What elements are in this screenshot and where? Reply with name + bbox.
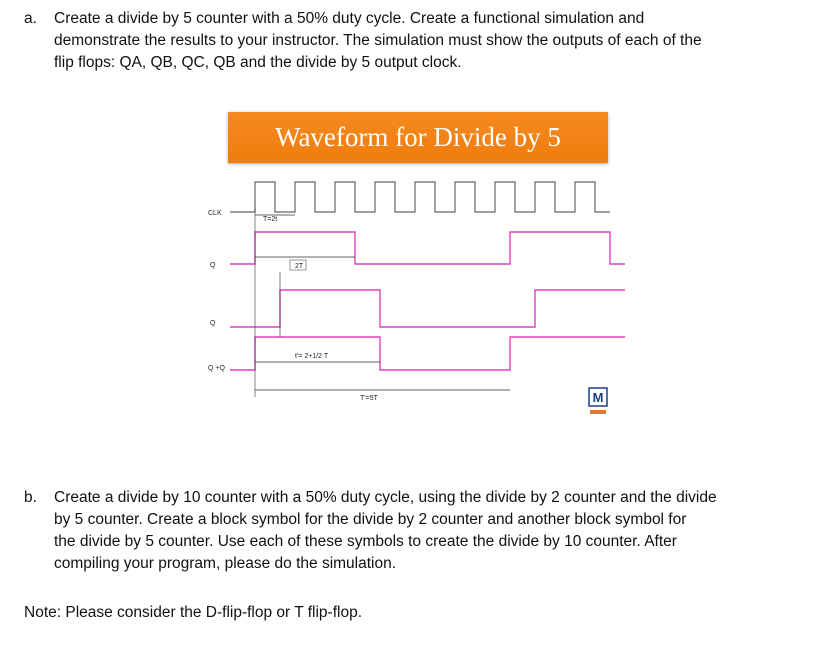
qa-waveform — [230, 232, 625, 264]
clk-label: CLK — [208, 210, 222, 217]
clock-waveform — [230, 182, 610, 212]
period-label: T=2t — [263, 216, 278, 223]
m-logo-icon — [587, 380, 609, 418]
question-b-marker: b. — [24, 489, 37, 506]
output-label: Q +Q — [208, 365, 225, 372]
question-a-text: Create a divide by 5 counter with a 50% duty cycle. Create a functional simulation and demonstrate the results to your instructor. The simulation must show the outputs of each of the flip flops: QA, QB, QC, QB and the divide by 5 output clock. — [54, 10, 702, 71]
note-text: Note: Please consider the D-flip-flop or T flip-flop. — [24, 604, 363, 621]
qb-waveform — [230, 290, 625, 327]
qb-label: Q — [210, 320, 216, 327]
five-t-label: T'=5T — [360, 395, 378, 402]
two-t-label: 2T — [295, 263, 304, 270]
t-prime-label: t'= 2+1/2 T — [295, 353, 329, 360]
svg-text:M: M — [592, 390, 604, 405]
waveform-figure — [200, 112, 630, 442]
waveform-banner: Waveform for Divide by 5 — [228, 112, 608, 163]
output-waveform — [230, 337, 625, 370]
question-a-marker: a. — [24, 10, 37, 27]
question-b-text: Create a divide by 10 counter with a 50% duty cycle, using the divide by 2 counter and the divide by 5 counter. Create a block symbol for the divide by 2 counter and another block symbol for the divide by 5 counter. Use each of these symbols to create the divide by 10 counter. After compiling your program, please do the simulation. — [54, 489, 717, 572]
qa-label: Q — [210, 262, 216, 269]
